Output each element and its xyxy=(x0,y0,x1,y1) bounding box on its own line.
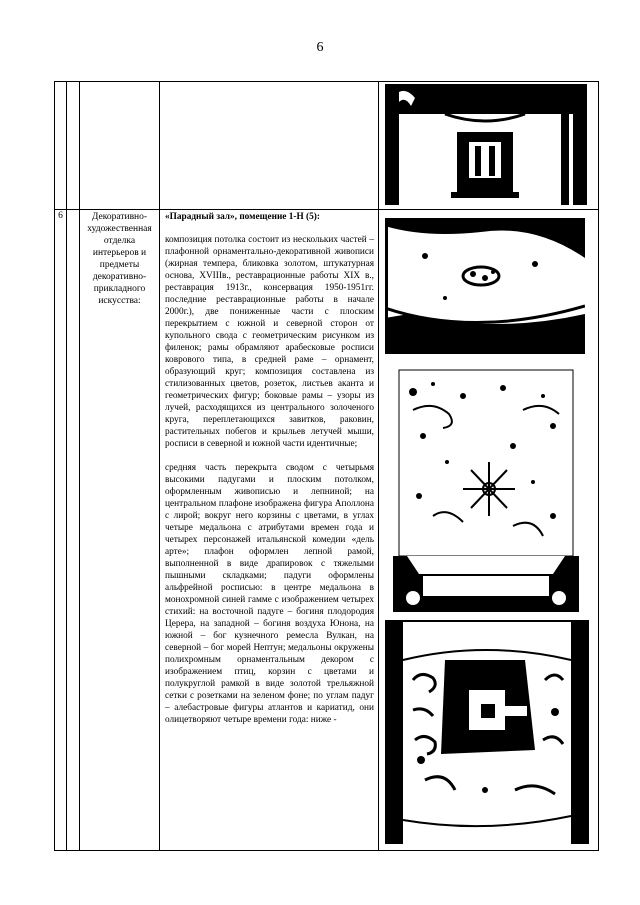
cell-num xyxy=(55,210,67,851)
photo-interior-window xyxy=(385,84,587,205)
hall-title: «Парадный зал», помещение 1-Н (5): xyxy=(165,212,320,222)
cell-desc-prev xyxy=(160,82,379,210)
cell-type xyxy=(80,210,160,851)
row-number: 6 xyxy=(58,211,63,221)
photo-ceiling-corner xyxy=(385,218,585,354)
photo-ceiling-arabesque xyxy=(393,366,579,612)
cell-gap xyxy=(67,210,80,851)
object-type: Декоративно-художественная отделка интерьеров и предметы декоративно-прикладного искусства: xyxy=(87,212,152,306)
cell-photo-prev xyxy=(379,82,599,210)
heritage-table xyxy=(54,81,599,851)
cell-num-prev xyxy=(55,82,67,210)
cell-type-prev xyxy=(80,82,160,210)
page-number: 6 xyxy=(316,40,324,55)
description-paragraph-1: композиция потолка состоит из нескольких частей – плафонной орнаментально-декоративной живописи (жирная темпера, бликовка золотом, штукатурная основа, XVIIIв., реставрационные работы XIX в., реставрация 1913г., консервация 1950-1951гг. последние реставрационные работы в начале 2000г.), две пониженные части с плоским перекрытием с южной и северной сторон от купольного свода с геометрическим рисунком из филенок; рамы обрамляют арабесковые росписи коврового типа, в средней раме – орнамент, образующий круг; композиция составлена из стилизованных цветов, розеток, листьев аканта и геометрических фигур; боковые рамы – узоры из лучей, расходящихся из центрального золоченого круга, переплетающихся завитков, раковин, растительных побегов и крыльев летучей мыши, росписи в северной и южной части идентичные; xyxy=(165,235,374,449)
table-row-previous xyxy=(55,82,599,210)
cell-desc xyxy=(160,210,379,851)
table-row-6 xyxy=(55,210,599,851)
description-paragraph-2: средняя часть перекрыта сводом с четырьмя высокими падугами и плоским потолком, оформленным живописью и лепниной; на центральном плафоне изображена фигура Аполлона с лирой; вокруг него корзины с цветами, в углах четыре медальона с атрибутами времен года и четырех персонажей итальянской комедии «дель арте»; плафон оформлен лепной рамой, выполненной в виде драпировок с тяжелыми пышными складками; падуги оформлены альфрейной росписью: в центре медальона в монохромной синей гамме с изображением четырех стихий: на восточной падуге – богиня плодородия Церера, на западной – богиня воздуха Юнона, на южной – бог кузнечного ремесла Вулкан, на северной – бог морей Нептун; медальоны окружены полихромным орнаментальным декором с изображением птиц, корзин с цветами и полукруглой рамкой в виде золотой трельяжной сетки с розетками на зеленом фоне; по углам падуг – алебастровые фигуры атлантов и кариатид, они олицетворяют четыре времени года: ниже - xyxy=(165,463,374,725)
photo-ceiling-plafond xyxy=(385,620,589,844)
cell-photos xyxy=(379,210,599,851)
cell-gap-prev xyxy=(67,82,80,210)
